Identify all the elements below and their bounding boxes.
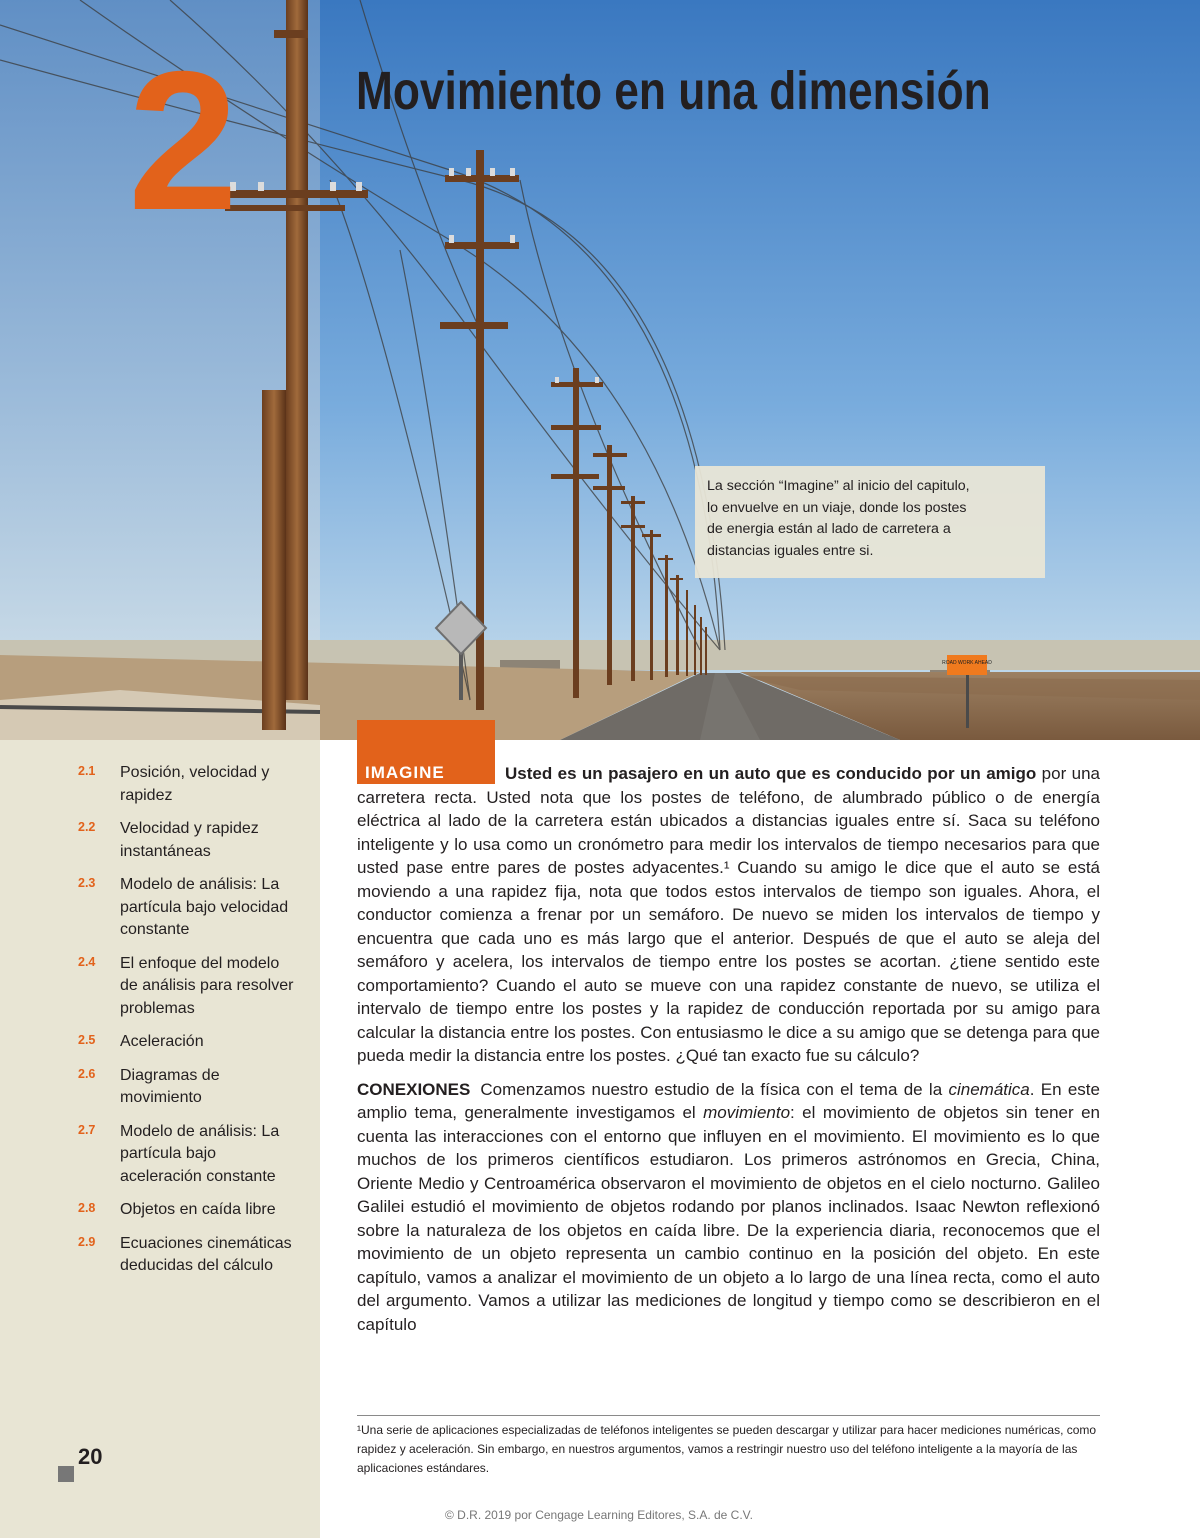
conexiones-text: : el movimiento de objetos sin tener en cuenta las interacciones con el entorno que influyen en el movimiento. El movimiento es lo que muchos de los primeros científicos estudiaron. Los primeros astrónomos en Grecia, China, Oriente Medio y Centroamérica observaron el movimiento de objetos en el cielo nocturno. Galileo Galilei estudió el movimiento de objetos rodando por planos inclinados. Isaac Newton reflexionó sobre la naturaleza de los objetos en caída libre. De la experiencia diaria, reconocemos que el movimiento de un objeto representa un cambio continuo en la posición del objeto. En este capítulo, vamos a analizar el movimiento de un objeto a lo largo de una línea recta, como el auto del argumento. Vamos a utilizar las mediciones de longitud y tiempo como se describieron en el capítulo [357, 1103, 1100, 1334]
footnote-divider [357, 1415, 1100, 1416]
toc-item[interactable] [0, 762, 320, 807]
road-sign-text: ROAD WORK AHEAD [942, 660, 992, 666]
section-number: 2.9 [78, 1234, 96, 1249]
chapter-title: Movimiento en una dimensión [356, 61, 991, 121]
section-title: Aceleración [120, 1033, 204, 1050]
copyright-notice: © D.R. 2019 por Cengage Learning Editores, S.A. de C.V. [445, 1508, 753, 1522]
toc-item[interactable] [0, 1031, 320, 1054]
section-title: Modelo de análisis: La partícula bajo aceleración constante [120, 1122, 280, 1185]
section-list [0, 762, 320, 1289]
caption-line: distancias iguales entre si. [707, 542, 874, 559]
toc-item[interactable] [0, 1199, 320, 1222]
conexiones-paragraph [357, 1078, 1100, 1337]
section-title: Posición, velocidad y rapidez [120, 764, 270, 804]
imagine-badge: IMAGINE [357, 720, 495, 784]
toc-item[interactable] [0, 1065, 320, 1110]
conexiones-emphasis: movimiento [703, 1103, 791, 1122]
section-number: 2.1 [78, 764, 96, 778]
caption-line: La sección “Imagine” al inicio del capitulo, [707, 478, 970, 494]
section-title: Objetos en caída libre [120, 1201, 276, 1218]
toc-item[interactable] [0, 1233, 320, 1278]
photo-caption [695, 466, 1045, 578]
toc-item[interactable] [0, 953, 320, 1021]
conexiones-label: CONEXIONES [357, 1079, 471, 1099]
section-number: 2.3 [78, 876, 96, 890]
imagine-body: por una carretera recta. Usted nota que los postes de teléfono, de alumbrado público o de energía eléctrica al lado de la carretera están ubicados a distancias iguales entre sí. Saca su teléfono inteligente y lo usa como un cronómetro para medir los intervalos de tiempo necesarios para que usted pase entre pares de postes adyacentes.¹ Cuando su amigo le dice que el auto se está moviendo a una rapidez fija, nota que todos estos intervalos de tiempo son iguales. Ahora, el conductor comienza a frenar por un semáforo. De nuevo se miden los intervalos de tiempo y encuentra que cada uno es más largo que el anterior. Después de que el auto se aleja del semáforo y acelera, los intervalos de tiempo entre los postes se acortan. ¿tiene sentido este comportamiento? Cuando el auto se mueve con una rapidez constante de nuevo, se utiliza el intervalo de tiempo entre los postes y la rapidez de conducción reportada por su amigo para calcular la distancia entre los postes. Con entusiasmo le dice a su amigo que se detenga para que pueda medir la distancia entre los postes. ¿Qué tan exacto fue su cálculo? [357, 764, 1100, 1065]
caption-line: lo envuelve en un viaje, donde los postes [707, 499, 967, 516]
section-number: 2.2 [78, 820, 96, 834]
section-title: Ecuaciones cinemáticas deducidas del cálculo [120, 1234, 292, 1274]
section-number: 2.6 [78, 1066, 96, 1081]
section-title: El enfoque del modelo de análisis para resolver problemas [120, 954, 294, 1017]
toc-item[interactable] [0, 818, 320, 863]
conexiones-text: Comenzamos nuestro estudio de la física con el tema de la [480, 1079, 949, 1099]
toc-item[interactable] [0, 874, 320, 942]
chapter-number: 2 [128, 30, 235, 251]
section-number: 2.8 [78, 1201, 96, 1215]
section-number: 2.5 [78, 1033, 96, 1047]
imagine-lead: Usted es un pasajero en un auto que es conducido por un amigo [505, 764, 1037, 783]
page-number: 20 [78, 1444, 103, 1469]
conexiones-emphasis: cinemática [948, 1079, 1030, 1099]
toc-item[interactable] [0, 1121, 320, 1189]
section-number: 2.7 [78, 1122, 96, 1137]
section-title: Modelo de análisis: La partícula bajo velocidad constante [120, 876, 289, 938]
section-title: Diagramas de movimiento [120, 1066, 220, 1106]
footnote: ¹Una serie de aplicaciones especializadas de teléfonos inteligentes se pueden descargar y utilizar para hacer mediciones numéricas, como rapidez y aceleración. Sin embargo, en nuestros argumentos, vamos a restringir nuestro uso del teléfono inteligente a la mayoría de las aplicaciones estándares. [357, 1423, 1097, 1475]
section-title: Velocidad y rapidez instantáneas [120, 820, 259, 860]
imagine-paragraph [357, 762, 1100, 1068]
section-number: 2.4 [78, 954, 96, 969]
conexiones-text: . En este amplio tema, generalmente investigamos el [357, 1079, 1100, 1122]
chapter-contents-sidebar [0, 740, 320, 1538]
caption-line: de energia están al lado de carretera a [707, 521, 951, 537]
page-marker-square [58, 1466, 74, 1482]
main-text [357, 762, 1100, 1336]
